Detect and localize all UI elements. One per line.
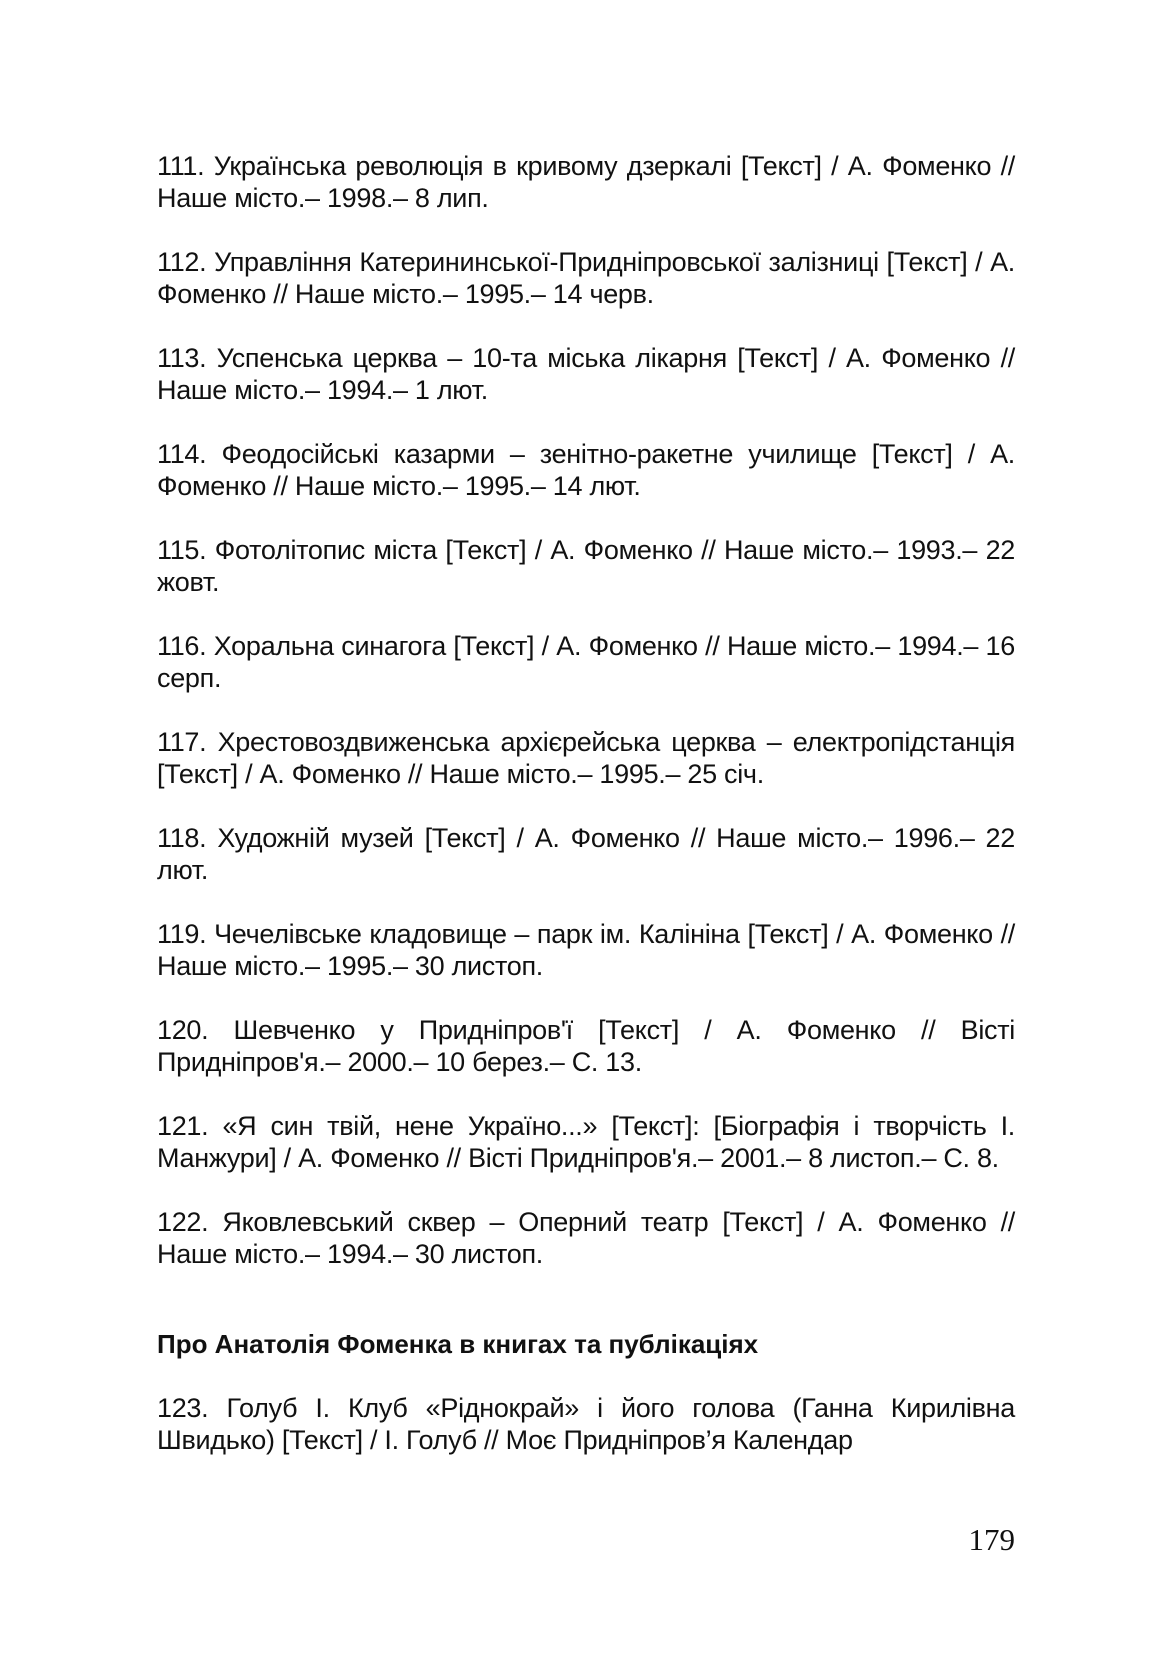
- bibliography-list: [157, 150, 1015, 1270]
- section-bibliography-list: [157, 1392, 1015, 1456]
- section-heading: Про Анатолія Фоменка в книгах та публікаціях: [157, 1329, 759, 1359]
- bibliography-entry-115: 115. Фотолітопис міста [Текст] / А. Фоменко // Наше місто.– 1993.– 22 жовт.: [157, 535, 1015, 597]
- bibliography-entry-116: 116. Хоральна синагога [Текст] / А. Фоменко // Наше місто.– 1994.– 16 серп.: [157, 631, 1015, 693]
- bibliography-entry-118: 118. Художній музей [Текст] / А. Фоменко // Наше місто.– 1996.– 22 лют.: [157, 823, 1015, 885]
- bibliography-entry-112: 112. Управління Катерининської-Придніпровської залізниці [Текст] / А. Фоменко // Наше місто.– 1995.– 14 черв.: [157, 247, 1015, 309]
- bibliography-entry-111: 111. Українська революція в кривому дзеркалі [Текст] / А. Фоменко // Наше місто.– 1998.– 8 лип.: [157, 151, 1015, 213]
- bibliography-entry-117: 117. Хрестовоздвиженська архієрейська церква – електропідстанція [Текст] / А. Фоменко // Наше місто.– 1995.– 25 січ.: [157, 727, 1015, 789]
- bibliography-entry-113: 113. Успенська церква – 10-та міська лікарня [Текст] / А. Фоменко // Наше місто.– 1994.– 1 лют.: [157, 343, 1015, 405]
- bibliography-entry-119: 119. Чечелівське кладовище – парк ім. Калініна [Текст] / А. Фоменко // Наше місто.– 1995.– 30 листоп.: [157, 919, 1015, 981]
- bibliography-entry-121: 121. «Я син твій, нене Україно...» [Текст]: [Біографія і творчість І. Манжури] / А. Фоменко // Вісті Придніпров'я.– 2001.– 8 листоп.– С. 8.: [157, 1111, 1015, 1173]
- bibliography-entry-120: 120. Шевченко у Придніпров'ї [Текст] / А. Фоменко // Вісті Придніпров'я.– 2000.– 10 берез.– С. 13.: [157, 1015, 1015, 1077]
- bibliography-entry-122: 122. Яковлевський сквер – Оперний театр [Текст] / А. Фоменко // Наше місто.– 1994.– 30 листоп.: [157, 1207, 1015, 1269]
- page-number: 179: [968, 1522, 1015, 1557]
- bibliography-entry-114: 114. Феодосійські казарми – зенітно-ракетне училище [Текст] / А. Фоменко // Наше місто.– 1995.– 14 лют.: [157, 439, 1015, 501]
- page-content: [157, 150, 1015, 1488]
- bibliography-entry-123: 123. Голуб І. Клуб «Ріднокрай» і його голова (Ганна Кирилівна Швидько) [Текст] / І. Голуб // Моє Придніпров’я Календар: [157, 1393, 1015, 1455]
